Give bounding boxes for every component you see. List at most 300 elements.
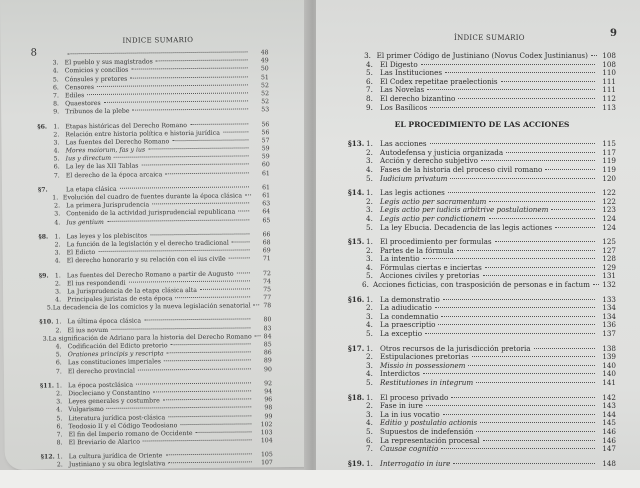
dot-leader [168,415,251,417]
entry-title: El derecho honorario y su relación con el ius civile [66,255,226,265]
dot-leader [445,72,595,73]
entry-title: Estipulaciones pretorias [380,352,469,362]
dot-leader [476,431,595,432]
entry-title: La intentio [380,254,420,264]
entry-title: La ley de las XII Tablas [65,162,139,171]
entry-title: Principales juristas de esta época [67,295,173,304]
page-ref: 57 [261,137,270,145]
page-ref: 137 [602,329,616,339]
entry-number: 2. [54,202,61,210]
entry-title: Partes de la fórmula [380,245,454,255]
dot-leader [107,219,250,221]
entry-title: Causae cognitio [380,444,439,454]
page-ref: 144 [602,409,616,419]
entry-title: Quaestores [65,100,101,108]
dot-leader [441,448,595,449]
dot-leader [163,399,251,401]
dot-leader [98,250,249,253]
entry-title: Las acciones [380,139,427,149]
entry-number: 8. [53,100,60,108]
entry-title: La ley Ebucia. Decadencia de las legis actiones [380,222,553,232]
entry-title: El ius novum [67,326,109,334]
entry-number: 1. [54,233,61,241]
entry-number: 5. [56,414,63,422]
dot-leader [200,288,250,290]
dot-leader [480,422,595,423]
dot-leader [591,55,597,56]
page-ref: 146 [602,426,616,436]
dot-leader [232,241,250,242]
page-ref: 123 [602,205,616,215]
dot-leader [476,382,595,383]
entry-title: Interrogatio in iure [380,458,451,468]
toc-entry [348,224,616,233]
page-ref: 77 [263,294,272,302]
entry-title: Etapas históricas del Derecho Romano [65,121,188,130]
dot-leader [190,123,248,125]
page-ref: 52 [261,90,270,98]
entry-number: 6. [52,84,59,92]
dot-leader [130,76,248,78]
dot-leader [551,209,595,210]
dot-leader [450,178,595,179]
entry-number: 3. [366,360,373,370]
page-ref: 134 [602,303,616,313]
page-ref: 85 [263,341,272,349]
entry-title: Acciones ficticias, con trasposición de personas e in factum [372,280,590,290]
page-ref: 89 [263,357,272,365]
entry-title: Las fuentes del Derecho Romano [65,138,170,147]
section-number: §15. [348,237,365,247]
entry-number: 7. [366,444,373,454]
entry-number: 3. [55,288,62,296]
entry-title: Fases de la historia del proceso civil romano [380,164,543,174]
entry-number: 4. [366,320,373,330]
dot-leader [171,343,251,345]
entry-number: 2. [54,241,61,249]
page-ref: 51 [260,73,269,81]
entry-number: 3. [364,51,371,60]
entry-number: 5. [366,378,373,387]
dot-leader [489,218,595,219]
page-ref: 56 [261,128,270,136]
entry-title: El derecho de la época arcaica [65,170,163,179]
entry-number: 4. [366,418,373,428]
entry-number: 3. [42,335,49,343]
dot-leader [255,335,261,336]
dot-leader [495,241,595,242]
dot-leader [468,365,595,366]
dot-leader [443,299,595,300]
page-ref: 98 [264,404,273,412]
toc-entry [348,379,616,388]
page-ref: 69 [262,247,271,255]
page-ref: 140 [602,369,616,379]
entry-title: Justiniano y su obra legislativa [68,460,166,469]
page-ref: 66 [262,230,271,239]
entry-number: 2. [54,280,61,288]
dot-leader [435,307,595,308]
page-ref: 99 [264,412,273,420]
entry-number: 3. [56,398,63,406]
entry-title: Fórmulas ciertas e inciertas [380,262,482,272]
dot-leader [483,275,596,276]
entry-number: 1. [366,237,373,247]
dot-leader [164,360,251,362]
entry-title: Autodefensa y justicia organizada [380,147,504,157]
page-ref: 140 [602,360,616,370]
entry-title: El pueblo y sus magistrados [64,58,153,67]
section-number: §7. [37,186,48,194]
left-page [0,0,315,470]
page-ref: 119 [602,156,616,166]
entry-number: 4. [54,257,61,265]
page-ref: 80 [263,316,272,324]
entry-title: Teodosio II y el Código Teodosiano [68,421,178,430]
entry-title: El procedimiento per formulas [380,237,492,247]
entry-number: 4. [366,262,373,272]
dot-leader [238,211,249,212]
entry-number: 4. [366,369,373,379]
entry-number: 4. [56,406,63,414]
entry-title: Las Instituciones [380,68,443,78]
dot-leader [457,250,595,251]
entry-title: Legis actio per sacramentum [380,196,487,206]
page-ref: 52 [260,81,269,90]
dot-leader [152,203,249,205]
page-ref: 59 [261,145,270,153]
page-ref: 90 [263,365,272,373]
entry-title: Acción y derecho subjetivo [380,156,478,166]
dot-leader [593,284,599,285]
page-number-right: 9 [610,28,617,39]
entry-title: Cónsules y pretores [64,75,128,83]
entry-title: Evolución del cuadro de fuentes durante la época clásica [62,192,243,202]
entry-title: La Jurisprudencia de la etapa clásica alta [67,286,197,296]
entry-title: El derecho provincial [67,367,135,375]
entry-number: 7. [366,85,373,95]
entry-number: 4. [52,67,59,75]
section-number: §19. [348,458,365,468]
entry-title: Relación entre historia política e historia jurídica [65,129,220,139]
entry-number: 2. [366,401,373,411]
dot-leader [136,382,251,384]
entry-number: 1. [366,392,373,402]
dot-leader [195,431,251,433]
page-ref: 53 [261,106,270,114]
entry-title: Tribunos de la plebe [65,107,130,116]
page-ref: 124 [602,213,616,223]
page-ref: 122 [602,188,616,198]
entry-title: La exceptio [380,329,423,339]
entry-number: 5. [366,271,373,281]
section-number: §9. [38,272,49,280]
page-ref: 131 [602,271,616,281]
dot-leader [141,164,248,166]
section-number: §8. [38,233,49,241]
dot-leader [138,368,251,370]
page-number-left: 8 [30,47,37,59]
toc-right [348,52,616,468]
page-ref: 49 [260,57,269,65]
dot-leader [441,316,595,317]
dot-leader [430,107,595,108]
entry-title: Ediles [64,92,85,100]
entry-title: La cultura jurídica de Oriente [68,452,163,461]
entry-number: 3. [366,156,373,166]
entry-number: 9. [53,108,60,116]
page-ref: 50 [260,65,269,73]
entry-number: 6. [362,280,369,290]
toc-entry [348,445,616,454]
dot-leader [153,390,251,392]
page-ref: 61 [261,169,270,177]
page-ref: 112 [602,93,616,103]
dot-leader [180,423,251,425]
entry-title: Las leyes y los plebiscitos [66,232,148,241]
dot-leader [148,147,248,149]
page-ref: 86 [263,349,272,357]
entry-title: Las legis actiones [380,188,445,198]
entry-number: 7. [56,431,63,439]
entry-number: 3. [53,139,60,147]
entry-title: Censores [64,83,95,92]
section-number: §13. [348,139,365,149]
dot-leader [167,352,251,354]
dot-leader [501,81,595,82]
dot-leader [237,272,250,273]
dot-leader [485,267,595,268]
entry-number: 8. [56,439,63,447]
entry-number: 4. [366,59,373,69]
page-ref: 108 [602,51,616,60]
page-ref: 146 [602,435,616,445]
page-ref: 133 [602,294,616,304]
entry-title: Orationes principis y rescripta [67,350,164,359]
dot-leader [481,160,595,161]
running-head-right: ÍNDICE SUMARIO [454,34,525,42]
entry-number: 4. [366,164,373,174]
entry-number: 1. [56,382,62,390]
entry-number: 6. [366,435,373,445]
entry-number: 7. [52,92,59,100]
dot-leader [453,463,595,464]
dot-leader [229,258,250,259]
page-ref: 115 [602,139,616,149]
entry-number: 1. [52,194,59,202]
entry-number: 5. [53,155,60,163]
page-ref: 61 [262,192,271,200]
toc-left [37,49,273,470]
entry-title: La etapa clásica [65,185,117,194]
dot-leader [430,143,595,144]
dot-leader [168,462,252,464]
dot-leader [104,101,248,104]
entry-title: El primer Código de Justiniano (Novus Codex Justinianus) [376,51,588,60]
dot-leader [223,131,248,132]
page-ref: 83 [263,324,272,332]
entry-title: Comicios y concilios [64,67,129,75]
page-ref: 52 [261,98,270,106]
entry-title: Ius gentium [66,218,104,226]
entry-title: La función de la legislación y el derecho tradicional [66,239,229,249]
dot-leader [114,156,249,158]
dot-leader [97,84,248,87]
entry-number: 2. [366,245,373,255]
page-ref: 120 [602,173,616,183]
toc-entry [348,281,616,290]
page-ref: 134 [602,311,616,321]
page-ref: 127 [602,245,616,255]
section-number: §14. [348,188,365,198]
page-ref: 125 [602,237,616,247]
page-ref: 65 [262,216,271,224]
entry-title: El Codex repetitae praelectionis [380,76,498,86]
section-number: §11. [40,382,55,390]
page-ref: 145 [602,418,616,428]
page-ref: 141 [602,378,616,387]
entry-title: La condemnatio [380,311,439,321]
page-ref: 136 [602,320,616,330]
dot-leader [165,454,251,456]
entry-title: La última época clásica [67,317,142,326]
entry-title: El ius respondendi [66,279,126,288]
page-ref: 72 [262,269,271,277]
table-surface [0,470,640,488]
entry-title: El derecho bizantino [380,93,456,103]
entry-number: 4. [54,218,61,227]
toc-entry [348,460,616,469]
page-ref: 94 [264,388,273,396]
entry-title: El fin del Imperio romano de Occidente [68,429,193,439]
entry-title: La demonstratio [380,294,440,304]
entry-title: Diocleciano y Constantino [68,389,151,398]
page-ref: 113 [602,102,616,112]
entry-number: 5. [366,426,373,436]
dot-leader [129,280,250,282]
page-ref: 92 [264,379,273,388]
section-number: §10. [39,318,54,327]
dot-leader [165,172,249,174]
entry-number: 7. [53,172,60,180]
section-number: §12. [40,453,55,461]
dot-leader [143,439,252,441]
toc-entry [348,104,616,113]
dot-leader [254,305,260,306]
entry-number: 2. [55,327,62,335]
running-head-left: INDICE SUMARIO [122,35,194,45]
page-ref: 96 [264,396,273,404]
dot-leader [107,407,252,410]
toc-entry [348,175,616,184]
entry-title: Las fuentes del Derecho Romano a partir de Augusto [66,270,234,279]
dot-leader [545,169,595,170]
entry-number: 2. [56,461,63,469]
page-ref: 102 [260,420,273,428]
toc-entry [41,460,273,471]
entry-title: Acciones civiles y pretorias [380,271,480,281]
entry-number: 1. [56,453,63,461]
entry-number: 2. [366,196,373,206]
entry-title: Mores maiorum, fas y ius [65,146,146,155]
dot-leader [448,192,595,193]
entry-number: 2. [366,352,373,362]
page-ref: 147 [602,444,616,454]
page-ref: 75 [263,286,272,294]
entry-number: 4. [55,296,62,304]
entry-number: 2. [366,303,373,313]
entry-number: 4. [53,147,60,155]
entry-title: Codificación del Edicto pretorio [67,342,168,351]
entry-title: Interdictos [380,369,420,379]
entry-title: La época postclásica [68,381,134,390]
page-ref: 61 [262,183,271,192]
page-ref: 64 [262,208,271,216]
dot-leader [175,296,250,298]
entry-title: Contenido de la actividad jurisprudencial republicana [66,208,236,218]
page-ref: 111 [602,85,616,95]
page-ref: 63 [262,200,271,208]
entry-number: 4. [366,213,373,223]
entry-number: 6. [56,423,63,431]
entry-number: 1. [53,122,60,130]
entry-title: Las Novelas [380,85,425,95]
entry-title: Legis actio per condictionem [380,213,486,223]
entry-title: Literatura jurídica post-clásica [68,413,166,422]
entry-title: La adiudicatio [380,303,432,313]
entry-number: 8. [366,93,373,103]
entry-title: El Edicto [66,249,96,257]
page-ref: 103 [260,429,273,437]
page-ref: 132 [602,280,616,290]
entry-number: 5. [366,329,373,339]
page-ref: 68 [262,239,271,247]
dot-leader [423,373,595,374]
entry-title: Los Basílicos [380,102,428,112]
entry-number: 1. [366,458,373,468]
entry-number: 3. [366,311,373,321]
dot-leader [421,64,595,65]
toc-carry-over: 48 [37,49,269,60]
page-ref: 138 [602,343,616,353]
page-ref: 74 [263,277,271,285]
entry-number: 3. [366,205,373,215]
entry-number: 6. [55,359,62,367]
entry-number: 3. [52,59,59,67]
page-ref: 71 [262,255,271,263]
dot-leader [534,348,595,349]
entry-title: Restitutiones in integrum [380,378,474,387]
dot-leader [458,98,595,99]
page-ref: 84 [263,332,272,341]
dot-leader [132,109,248,111]
entry-number: 3. [54,210,61,218]
dot-leader [451,397,595,398]
page-ref: 108 [602,59,616,69]
dot-leader [111,327,250,329]
entry-number: 1. [366,343,373,353]
page-ref: 59 [261,153,270,161]
entry-number: 2. [56,390,63,398]
page-ref: 107 [261,459,273,467]
dot-leader [483,440,595,441]
dot-leader [555,227,595,228]
entry-title: El Digesto [380,59,418,69]
page-ref: 119 [602,164,616,174]
dot-leader [150,233,249,235]
page-ref: 78 [263,302,272,310]
entry-title: Vulgarismo [68,406,104,414]
